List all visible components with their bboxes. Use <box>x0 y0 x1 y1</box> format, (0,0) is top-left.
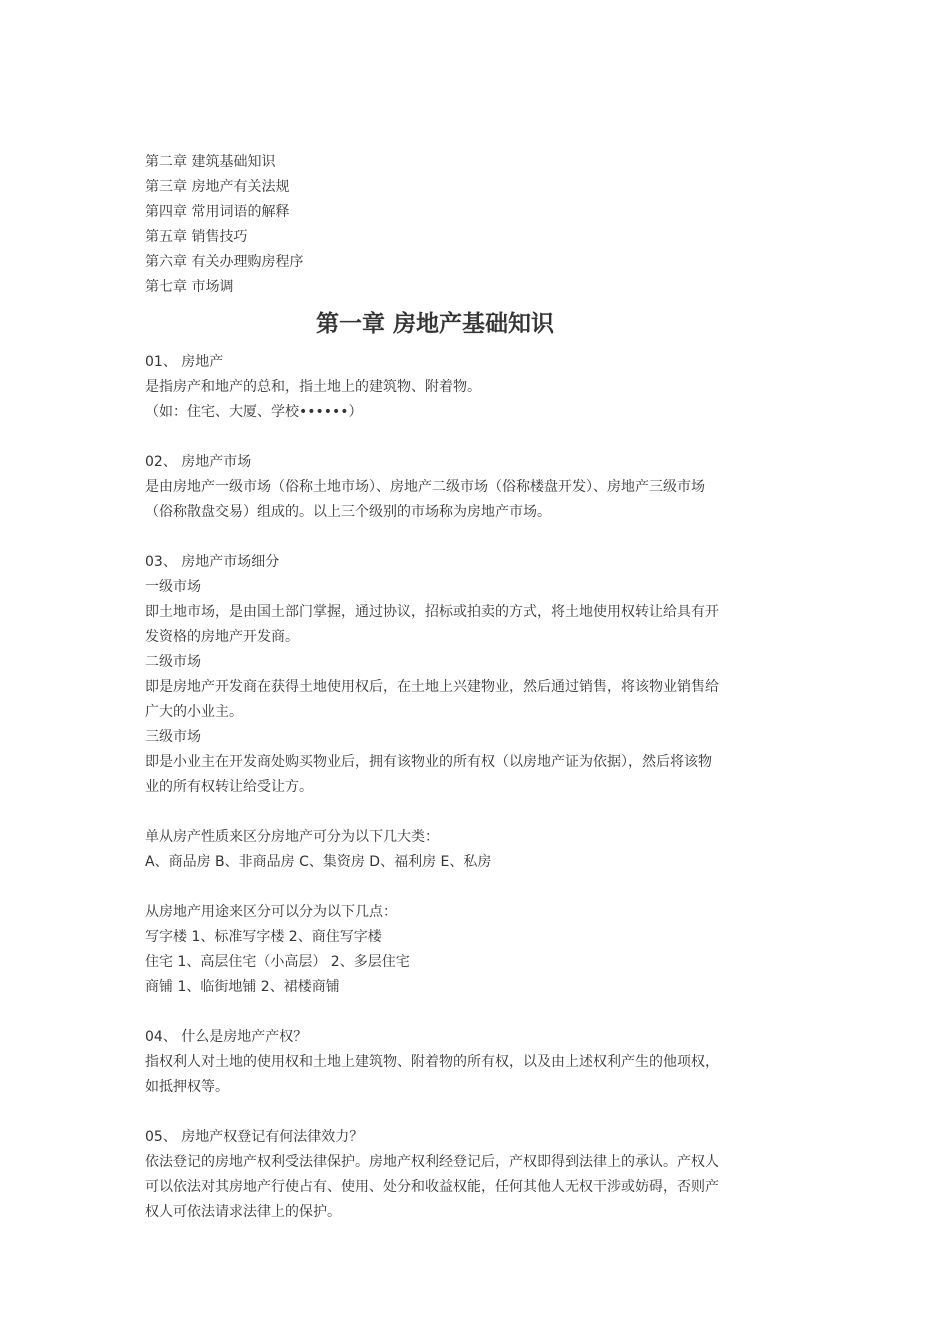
chapter-title: 第一章 房地产基础知识 <box>315 310 554 337</box>
property-nature-section <box>145 825 805 875</box>
section-04 <box>145 1025 805 1100</box>
section-heading: 01、 房地产 <box>145 354 224 370</box>
paragraph-line: 指权利人对土地的使用权和土地上建筑物、附着物的所有权，以及由上述权利产生的他项权， <box>145 1054 719 1070</box>
paragraph-line: 即土地市场，是由国土部门掌握，通过协议，招标或拍卖的方式，将土地使用权转让给具有开 <box>145 604 719 620</box>
table-of-contents <box>145 150 805 300</box>
paragraph-line: 发资格的房地产开发商。 <box>145 629 299 645</box>
paragraph-line: 是指房产和地产的总和，指土地上的建筑物、附着物。 <box>145 379 481 395</box>
toc-item: 第七章 市场调 <box>145 279 234 295</box>
paragraph-line: 依法登记的房地产权利受法律保护。房地产权利经登记后，产权即得到法律上的承认。产权人 <box>145 1154 719 1170</box>
section-heading: 03、 房地产市场细分 <box>145 554 280 570</box>
spacer <box>145 1100 805 1125</box>
paragraph-line: 业的所有权转让给受让方。 <box>145 779 313 795</box>
paragraph-line: 住宅 1、高层住宅（小高层） 2、多层住宅 <box>145 954 410 970</box>
section-heading: 05、 房地产权登记有何法律效力？ <box>145 1129 364 1145</box>
spacer <box>145 1000 805 1025</box>
paragraph-line: 商铺 1、临街地铺 2、裙楼商铺 <box>145 979 340 995</box>
spacer <box>145 875 805 900</box>
document-page <box>145 150 805 1225</box>
paragraph-line: 可以依法对其房地产行使占有、使用、处分和收益权能，任何其他人无权干涉或妨碍，否则产 <box>145 1179 719 1195</box>
property-usage-section <box>145 900 805 1000</box>
section-05 <box>145 1125 805 1225</box>
paragraph-line: 一级市场 <box>145 579 201 595</box>
paragraph-line: 是由房地产一级市场（俗称土地市场）、房地产二级市场（俗称楼盘开发）、房地产三级市场 <box>145 479 705 495</box>
spacer <box>145 800 805 825</box>
toc-item: 第四章 常用词语的解释 <box>145 204 290 220</box>
section-03 <box>145 550 805 800</box>
section-heading: 04、 什么是房地产产权？ <box>145 1029 308 1045</box>
paragraph-line: 从房地产用途来区分可以分为以下几点： <box>145 904 397 920</box>
section-heading: 02、 房地产市场 <box>145 454 252 470</box>
paragraph-line: 即是房地产开发商在获得土地使用权后，在土地上兴建物业，然后通过销售，将该物业销售给 <box>145 679 719 695</box>
paragraph-line: 二级市场 <box>145 654 201 670</box>
toc-item: 第二章 建筑基础知识 <box>145 154 276 170</box>
paragraph-line: A、商品房 B、非商品房 C、集资房 D、福利房 E、私房 <box>145 854 492 870</box>
paragraph-line: （俗称散盘交易）组成的。以上三个级别的市场称为房地产市场。 <box>145 504 551 520</box>
paragraph-line: （如：住宅、大厦、学校••••••） <box>145 404 363 420</box>
paragraph-line: 如抵押权等。 <box>145 1079 229 1095</box>
toc-item: 第三章 房地产有关法规 <box>145 179 290 195</box>
paragraph-line: 写字楼 1、标准写字楼 2、商住写字楼 <box>145 929 382 945</box>
spacer <box>145 425 805 450</box>
paragraph-line: 广大的小业主。 <box>145 704 243 720</box>
paragraph-line: 三级市场 <box>145 729 201 745</box>
section-02 <box>145 450 805 525</box>
paragraph-line: 单从房产性质来区分房地产可分为以下几大类： <box>145 829 439 845</box>
paragraph-line: 权人可依法请求法律上的保护。 <box>145 1204 341 1220</box>
toc-item: 第五章 销售技巧 <box>145 229 248 245</box>
paragraph-line: 即是小业主在开发商处购买物业后，拥有该物业的所有权（以房地产证为依据），然后将该物 <box>145 754 712 770</box>
spacer <box>145 525 805 550</box>
section-01 <box>145 350 805 425</box>
toc-item: 第六章 有关办理购房程序 <box>145 254 304 270</box>
